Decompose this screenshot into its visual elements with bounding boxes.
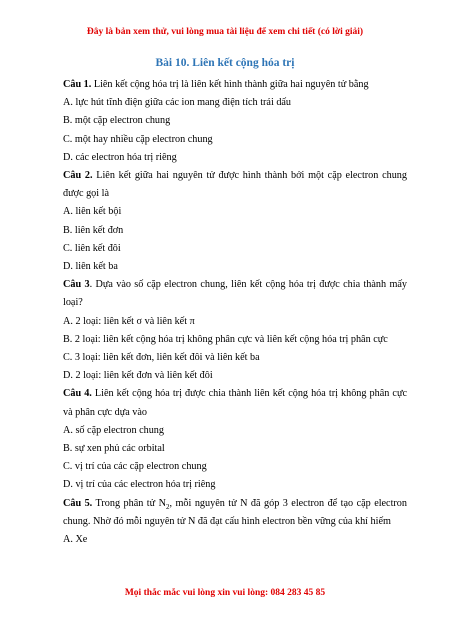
question-1 xyxy=(63,76,407,94)
answer-option: A. số cặp electron chung xyxy=(63,424,164,436)
question-text: Trong phân tử N xyxy=(92,497,166,509)
question-number: Câu 3 xyxy=(63,279,90,291)
answer-option: C. một hay nhiều cặp electron chung xyxy=(63,133,213,145)
question-number: Câu 4. xyxy=(63,388,92,400)
question-number: Câu 5. xyxy=(63,497,93,509)
question-text-continued: , mỗi nguyên tử N đã góp 3 electron để tạo cặp electron chung. Nhờ đó mỗi nguyên tử N đã đạt cấu hình electron bền vững của khí hiếm xyxy=(63,497,407,527)
question-5 xyxy=(63,495,407,531)
question-text: Liên kết cộng hóa trị là liên kết hình thành giữa hai nguyên tử bằng xyxy=(91,79,369,90)
question-text: Liên kết giữa hai nguyên tử được hình thành bởi một cặp electron chung được gọi là xyxy=(63,170,407,200)
answer-option: A. 2 loại: liên kết σ và liên kết π xyxy=(63,315,195,327)
answer-option: B. một cặp electron chung xyxy=(63,115,171,127)
question-3 xyxy=(63,276,407,312)
question-4 xyxy=(63,385,407,421)
contact-footer-banner: Mọi thắc mắc vui lòng xin vui lòng: 084 283 45 85 xyxy=(124,588,326,598)
answer-option: D. các electron hóa trị riêng xyxy=(63,151,177,163)
answer-option: D. 2 loại: liên kết đơn và liên kết đôi xyxy=(63,370,213,382)
subscript: 2 xyxy=(165,502,170,511)
answer-option: C. vị trí của các cặp electron chung xyxy=(63,461,207,473)
answer-option: C. 3 loại: liên kết đơn, liên kết đôi và liên kết ba xyxy=(63,352,260,364)
answer-option: A. liên kết bội xyxy=(63,206,122,218)
question-text: . Dựa vào số cặp electron chung, liên kết cộng hóa trị được chia thành mấy loại? xyxy=(63,279,407,309)
page-title: Bài 10. Liên kết cộng hóa trị xyxy=(155,57,295,69)
preview-notice-banner: Đây là bản xem thử, vui lòng mua tài liệu để xem chi tiết (có lời giải) xyxy=(86,27,364,37)
question-number: Câu 1. xyxy=(63,79,92,90)
answer-option: B. liên kết đơn xyxy=(63,224,124,236)
answer-option: C. liên kết đôi xyxy=(63,242,121,254)
answer-option: D. vị trí của các electron hóa trị riêng xyxy=(63,479,216,491)
answer-option: A. lực hút tĩnh điện giữa các ion mang điện tích trái dấu xyxy=(63,97,292,109)
question-list xyxy=(63,76,407,549)
question-number: Câu 2. xyxy=(63,170,93,182)
answer-option: A. Xe xyxy=(63,534,88,546)
question-2 xyxy=(63,167,407,203)
question-text: Liên kết cộng hóa trị được chia thành liên kết cộng hóa trị không phân cực và phân cực dựa vào xyxy=(63,388,407,418)
answer-option: D. liên kết ba xyxy=(63,261,118,273)
answer-option: B. 2 loại: liên kết cộng hóa trị không phân cực và liên kết cộng hóa trị phân cực xyxy=(63,333,388,345)
answer-option: B. sự xen phủ các orbital xyxy=(63,443,165,455)
